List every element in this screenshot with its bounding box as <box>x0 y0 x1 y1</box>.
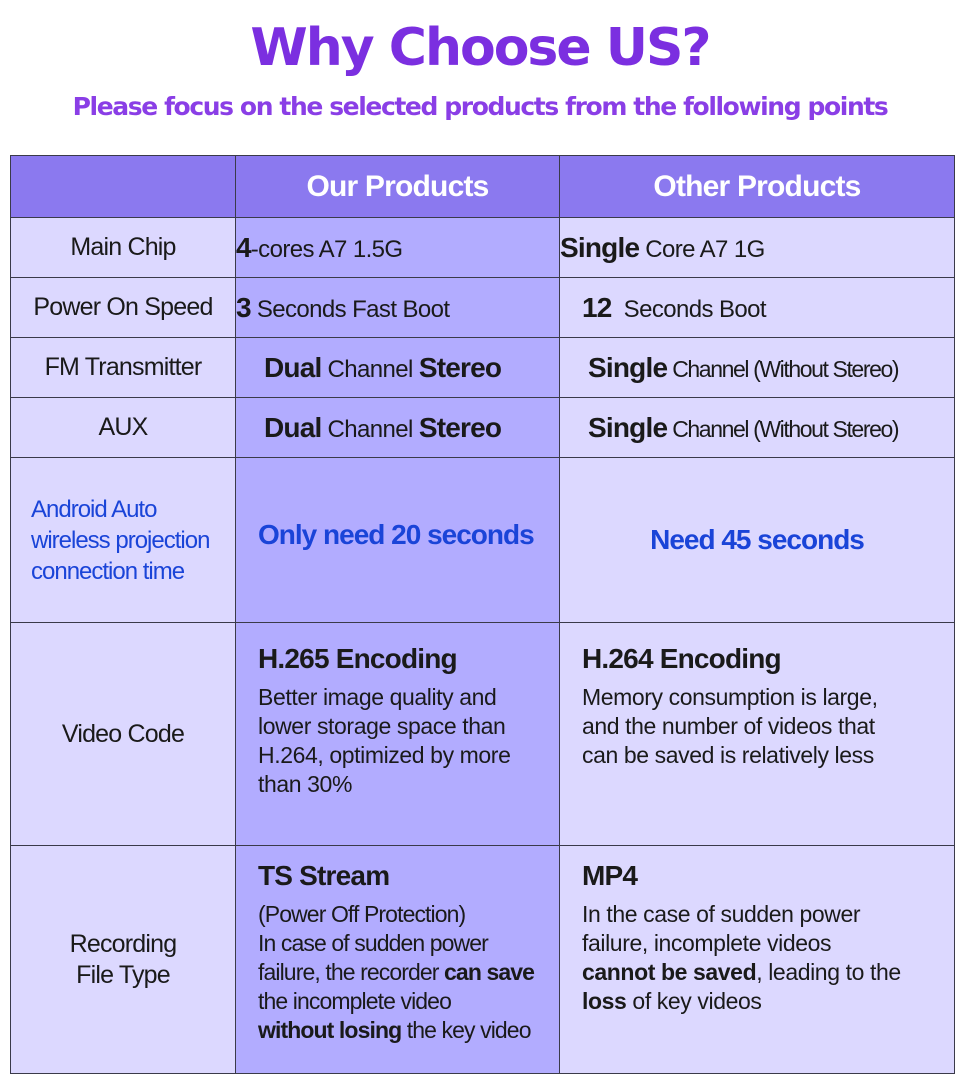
others-power-on <box>560 278 955 338</box>
table-row-power-on <box>11 278 955 338</box>
ours-video-code-line2: lower storage space than <box>258 713 506 739</box>
ours-video-code-line1: Better image quality and <box>258 684 497 710</box>
others-recording-line3 <box>582 958 946 987</box>
table-row-video-code <box>11 623 955 846</box>
recording-label-line1: Recording <box>69 929 177 958</box>
ours-android-auto-text: Only need 20 seconds <box>258 519 534 550</box>
row-label-power-on: Power On Speed <box>11 278 236 338</box>
ours-video-code-line3: H.264, optimized by more <box>258 742 511 768</box>
others-aux <box>560 398 955 458</box>
ours-power-on <box>236 278 560 338</box>
others-main-chip <box>560 218 955 278</box>
others-recording <box>560 846 955 1074</box>
ours-fm-emph1: Dual <box>264 351 322 383</box>
ours-main-chip-text: -cores A7 1.5G <box>250 235 403 263</box>
ours-recording-line3b: can save <box>444 959 535 985</box>
others-main-chip-text: Core A7 1G <box>639 235 765 263</box>
ours-aux-emph1: Dual <box>264 411 322 443</box>
row-label-main-chip: Main Chip <box>11 218 236 278</box>
others-video-code-title: H.264 Encoding <box>582 643 781 674</box>
others-recording-line1: In the case of sudden power <box>582 901 861 927</box>
others-aux-text: Channel (Without Stereo) <box>667 415 899 442</box>
android-auto-label-line1: Android Auto <box>31 495 157 523</box>
others-recording-line3a: cannot be saved <box>582 959 757 985</box>
others-video-code-line3: can be saved is relatively less <box>582 742 874 768</box>
row-label-android-auto <box>11 458 236 623</box>
table-row-main-chip <box>11 218 955 278</box>
row-label-video-code: Video Code <box>11 623 236 846</box>
ours-video-code-line4: than 30% <box>258 771 352 797</box>
ours-recording-line2: In case of sudden power <box>258 930 488 956</box>
others-fm-emph: Single <box>588 351 668 383</box>
ours-recording-line5 <box>258 1016 551 1045</box>
table-header-row <box>11 156 955 218</box>
others-recording-line4a: loss <box>582 988 627 1014</box>
ours-main-chip-emph: 4 <box>236 231 251 263</box>
ours-aux <box>236 398 560 458</box>
ours-fm-text: Channel <box>321 355 419 383</box>
others-power-on-text: Seconds Boot <box>611 295 766 323</box>
others-fm-text: Channel (Without Stereo) <box>667 355 899 382</box>
header-our-products: Our Products <box>236 156 560 218</box>
ours-power-on-emph: 3 <box>236 291 251 323</box>
ours-fm <box>236 338 560 398</box>
header-other-products: Other Products <box>560 156 955 218</box>
header-empty-cell <box>11 156 236 218</box>
ours-recording-line3 <box>258 958 551 987</box>
ours-recording <box>236 846 560 1074</box>
others-android-auto-text: Need 45 seconds <box>650 524 864 555</box>
android-auto-label-line2: wireless projection <box>31 526 210 554</box>
others-recording-title: MP4 <box>582 860 638 891</box>
row-label-aux: AUX <box>11 398 236 458</box>
page-subtitle: Please focus on the selected products from the following points <box>72 92 888 121</box>
table-row-android-auto <box>11 458 955 623</box>
others-power-on-emph: 12 <box>582 291 612 323</box>
comparison-table <box>10 155 955 1074</box>
others-fm <box>560 338 955 398</box>
ours-android-auto <box>236 458 560 623</box>
others-aux-emph: Single <box>588 411 668 443</box>
others-recording-line4b: of key videos <box>626 988 762 1014</box>
others-recording-line2: failure, incomplete videos <box>582 930 832 956</box>
others-recording-line4 <box>582 987 946 1016</box>
ours-aux-emph2: Stereo <box>418 411 502 443</box>
others-main-chip-emph: Single <box>560 231 640 263</box>
ours-recording-line4: the incomplete video <box>258 988 451 1014</box>
row-label-fm: FM Transmitter <box>11 338 236 398</box>
ours-video-code-title: H.265 Encoding <box>258 643 457 674</box>
ours-recording-line3a: failure, the recorder <box>258 959 445 985</box>
android-auto-label-line3: connection time <box>31 557 185 585</box>
table-row-fm <box>11 338 955 398</box>
others-video-code-line1: Memory consumption is large, <box>582 684 878 710</box>
ours-video-code <box>236 623 560 846</box>
ours-main-chip <box>236 218 560 278</box>
page-title: Why Choose US? <box>250 18 710 78</box>
recording-label-line2: File Type <box>76 960 170 989</box>
ours-aux-text: Channel <box>321 415 419 443</box>
ours-power-on-text: Seconds Fast Boot <box>250 295 450 323</box>
others-video-code <box>560 623 955 846</box>
ours-recording-title: TS Stream <box>258 860 390 891</box>
row-label-recording <box>11 846 236 1074</box>
ours-recording-line5a: without losing <box>258 1017 402 1043</box>
table-row-aux <box>11 398 955 458</box>
ours-recording-line1: (Power Off Protection) <box>258 901 466 927</box>
others-android-auto <box>560 458 955 623</box>
table-row-recording <box>11 846 955 1074</box>
others-recording-line3b: , leading to the <box>756 959 901 985</box>
others-video-code-line2: and the number of videos that <box>582 713 875 739</box>
ours-recording-line5b: the key video <box>401 1017 531 1043</box>
ours-fm-emph2: Stereo <box>418 351 502 383</box>
